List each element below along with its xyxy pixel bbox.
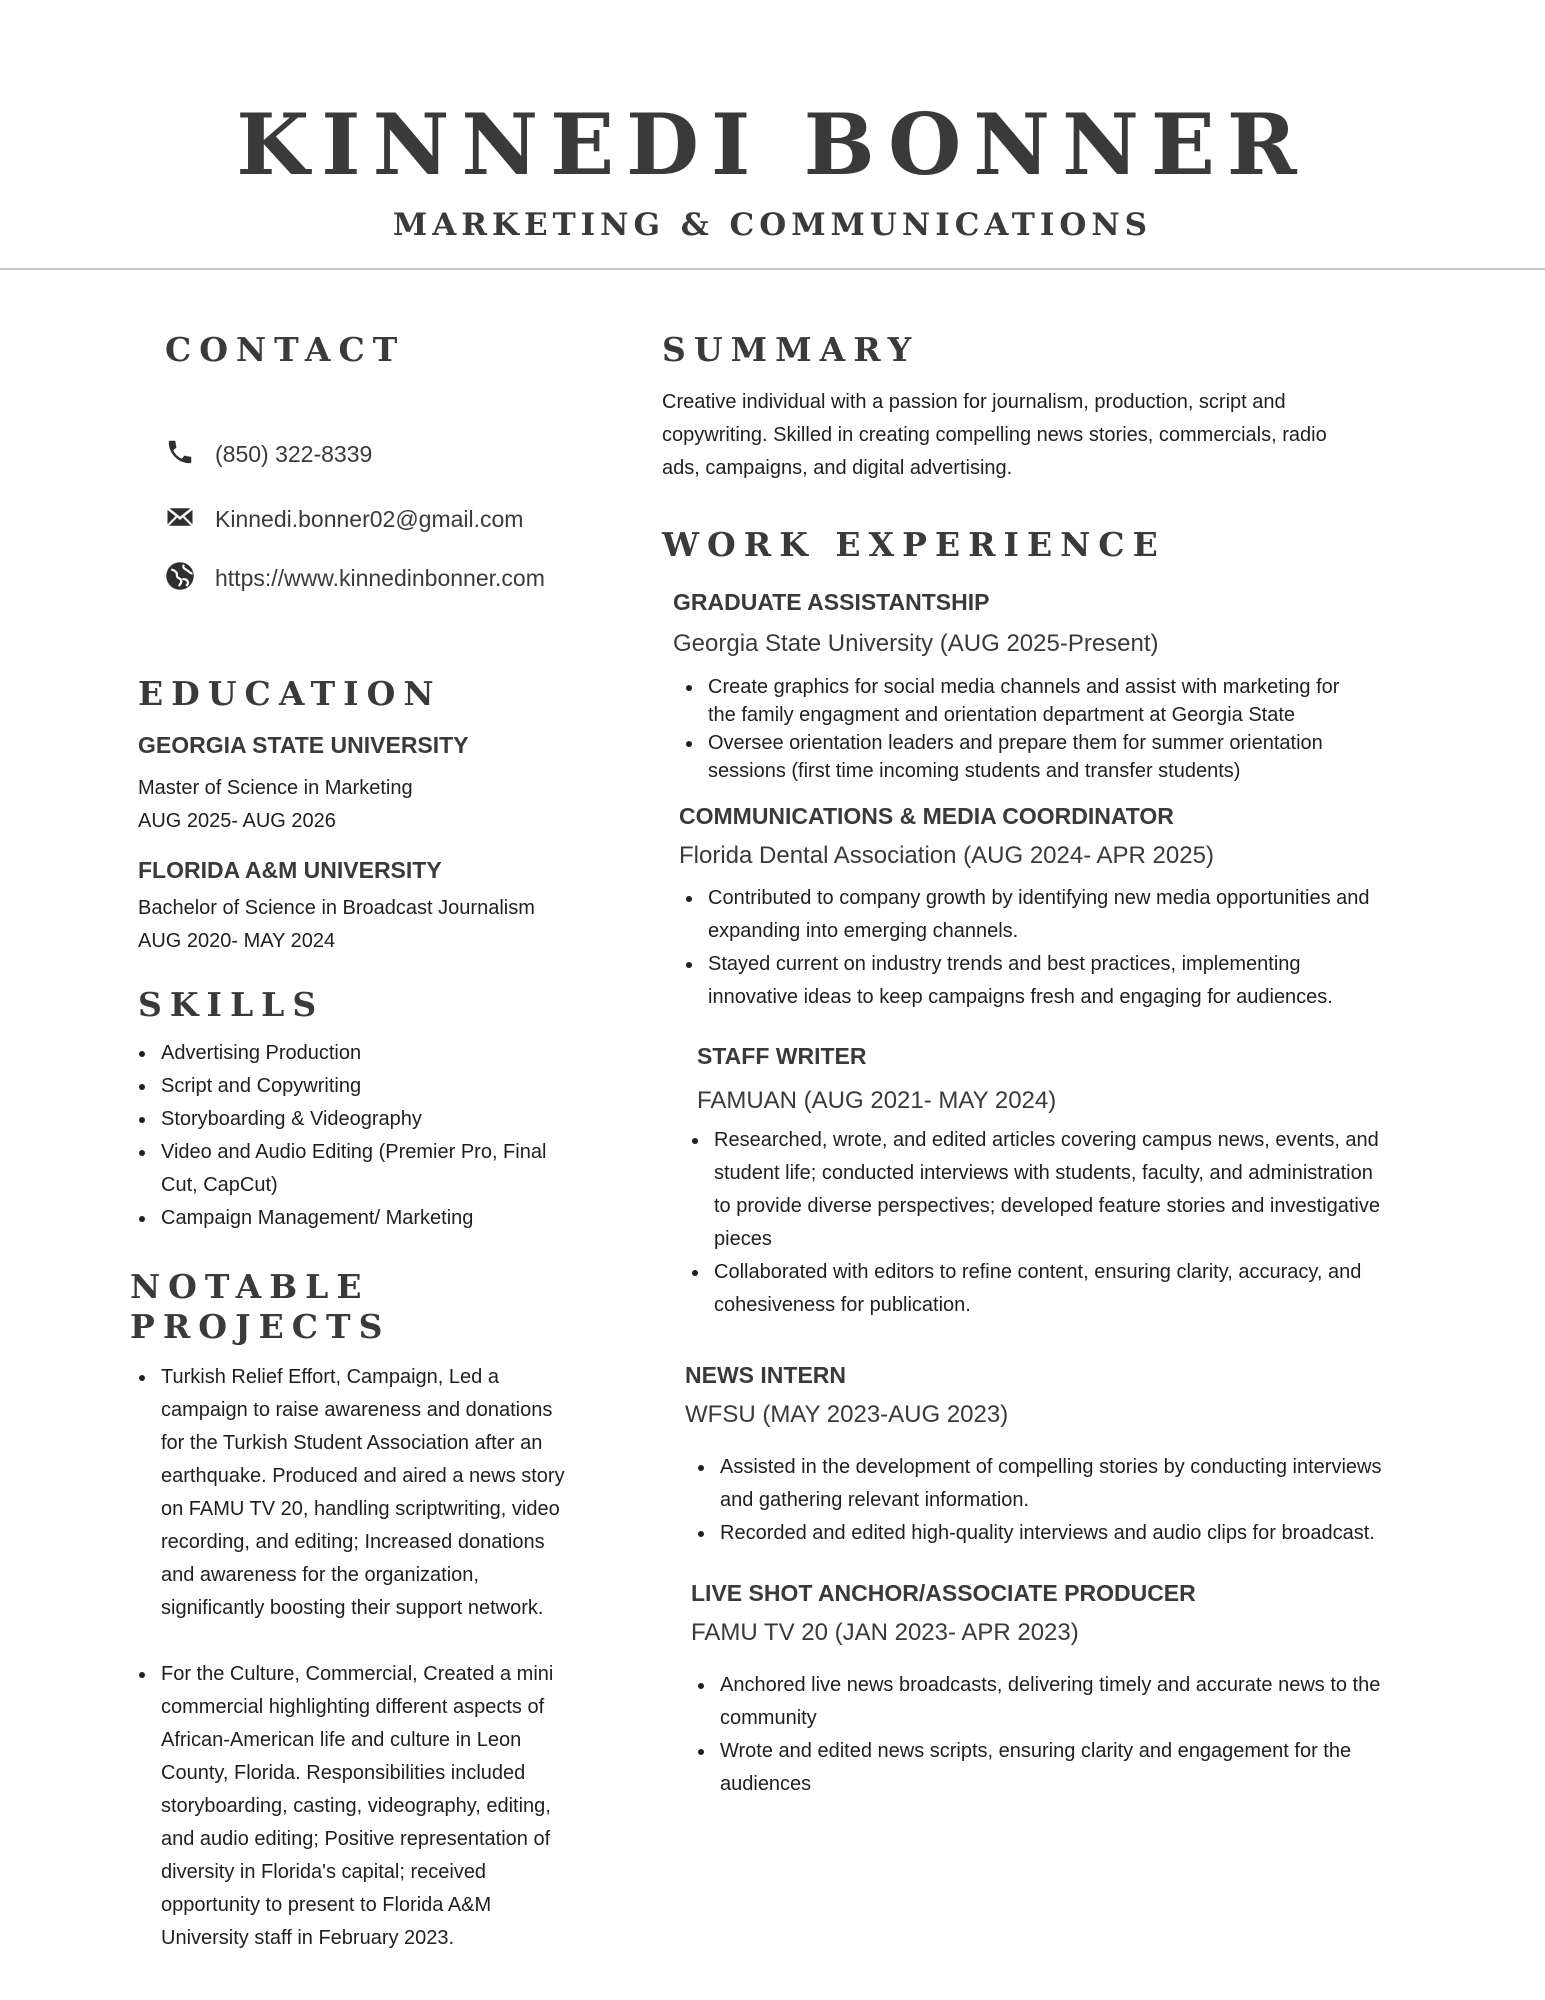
bullet-line: community bbox=[720, 1707, 817, 1729]
project-line: County, Florida. Responsibilities included bbox=[161, 1762, 526, 1784]
projects-heading-line1: NOTABLE bbox=[130, 1267, 370, 1306]
bullet-line: Stayed current on industry trends and best practices, implementing bbox=[708, 953, 1301, 975]
job-bullets bbox=[684, 673, 1390, 785]
project-line: commercial highlighting different aspects of bbox=[161, 1696, 545, 1718]
job-bullet bbox=[684, 729, 1390, 785]
website-url: https://www.kinnedinbonner.com bbox=[215, 565, 545, 591]
contact-email bbox=[165, 499, 524, 539]
project-line: University staff in February 2023. bbox=[161, 1927, 455, 1949]
summary-line: copywriting. Skilled in creating compelling news stories, commercials, radio bbox=[662, 424, 1327, 446]
skill-item bbox=[137, 1136, 597, 1202]
project-line: on FAMU TV 20, handling scriptwriting, video bbox=[161, 1498, 560, 1520]
project-line: significantly boosting their support network. bbox=[161, 1597, 544, 1619]
job-bullet bbox=[690, 1124, 1430, 1256]
project-line: opportunity to present to Florida A&M bbox=[161, 1894, 492, 1916]
bullet-line: innovative ideas to keep campaigns fresh and engaging for audiences. bbox=[708, 986, 1333, 1008]
job-org: FAMU TV 20 (JAN 2023- APR 2023) bbox=[691, 1619, 1079, 1646]
job-bullet bbox=[696, 1735, 1436, 1801]
skills-heading: SKILLS bbox=[138, 985, 325, 1024]
job-bullet bbox=[696, 1517, 1436, 1550]
resume-role: MARKETING & COMMUNICATIONS bbox=[392, 207, 1153, 243]
contact-heading: CONTACT bbox=[165, 330, 406, 369]
project-item bbox=[137, 1361, 607, 1625]
job-bullets bbox=[690, 1124, 1430, 1322]
summary-text bbox=[662, 386, 1402, 485]
project-line: for the Turkish Student Association after an bbox=[161, 1432, 543, 1454]
bullet-line: Recorded and edited high-quality interviews and audio clips for broadcast. bbox=[720, 1522, 1375, 1544]
bullet-line: pieces bbox=[714, 1228, 772, 1250]
projects-heading-line2: PROJECTS bbox=[130, 1307, 391, 1346]
bullet-line: Researched, wrote, and edited articles covering campus news, events, and bbox=[714, 1129, 1379, 1151]
bullet-line: and gathering relevant information. bbox=[720, 1489, 1030, 1511]
contact-website bbox=[165, 558, 545, 598]
project-line: For the Culture, Commercial, Created a mini bbox=[161, 1663, 554, 1685]
job-org: Georgia State University (AUG 2025-Present) bbox=[673, 630, 1159, 657]
school-dates: AUG 2020- MAY 2024 bbox=[138, 930, 336, 952]
job-org: FAMUAN (AUG 2021- MAY 2024) bbox=[697, 1087, 1057, 1114]
project-line: and audio editing; Positive representation of bbox=[161, 1828, 551, 1850]
project-line: diversity in Florida's capital; received bbox=[161, 1861, 487, 1883]
bullet-line: the family engagment and orientation department at Georgia State bbox=[708, 704, 1296, 726]
work-heading: WORK EXPERIENCE bbox=[662, 525, 1166, 564]
project-line: Turkish Relief Effort, Campaign, Led a bbox=[161, 1366, 499, 1388]
summary-heading: SUMMARY bbox=[662, 330, 920, 369]
bullet-line: expanding into emerging channels. bbox=[708, 920, 1019, 942]
job-title: STAFF WRITER bbox=[697, 1043, 867, 1069]
phone-icon bbox=[165, 437, 195, 472]
school-name: GEORGIA STATE UNIVERSITY bbox=[138, 732, 469, 758]
job-title: COMMUNICATIONS & MEDIA COORDINATOR bbox=[679, 803, 1174, 829]
job-org: WFSU (MAY 2023-AUG 2023) bbox=[685, 1401, 1009, 1428]
skills-list bbox=[137, 1037, 597, 1235]
school-degree: Master of Science in Marketing bbox=[138, 777, 413, 799]
job-bullets bbox=[696, 1669, 1436, 1801]
bullet-line: audiences bbox=[720, 1773, 812, 1795]
summary-line: Creative individual with a passion for journalism, production, script and bbox=[662, 391, 1286, 413]
school-name: FLORIDA A&M UNIVERSITY bbox=[138, 857, 442, 883]
job-bullet bbox=[684, 673, 1390, 729]
bullet-line: to provide diverse perspectives; developed feature stories and investigative bbox=[714, 1195, 1380, 1217]
project-line: campaign to raise awareness and donations bbox=[161, 1399, 553, 1421]
skill-line: Cut, CapCut) bbox=[161, 1174, 278, 1196]
bullet-line: Assisted in the development of compelling stories by conducting interviews bbox=[720, 1456, 1382, 1478]
projects-list bbox=[137, 1361, 607, 1955]
job-bullet bbox=[690, 1256, 1430, 1322]
job-bullets bbox=[684, 882, 1424, 1014]
skill-item: Campaign Management/ Marketing bbox=[137, 1202, 597, 1235]
job-bullets bbox=[696, 1451, 1436, 1550]
job-bullet bbox=[696, 1451, 1436, 1517]
school-dates: AUG 2025- AUG 2026 bbox=[138, 810, 336, 832]
header-divider bbox=[0, 268, 1545, 270]
job-bullet bbox=[696, 1669, 1436, 1735]
summary-line: ads, campaigns, and digital advertising. bbox=[662, 457, 1013, 479]
education-heading: EDUCATION bbox=[138, 674, 442, 713]
bullet-line: Wrote and edited news scripts, ensuring clarity and engagement for the bbox=[720, 1740, 1352, 1762]
phone-number: (850) 322-8339 bbox=[215, 441, 373, 467]
mail-icon bbox=[165, 502, 195, 537]
project-line: recording, and editing; Increased donations bbox=[161, 1531, 545, 1553]
contact-phone bbox=[165, 434, 373, 474]
bullet-line: Create graphics for social media channels and assist with marketing for bbox=[708, 676, 1340, 698]
job-title: NEWS INTERN bbox=[685, 1362, 846, 1388]
globe-icon bbox=[165, 561, 195, 596]
resume-name: KINNEDI BONNER bbox=[236, 95, 1309, 194]
project-line: earthquake. Produced and aired a news story bbox=[161, 1465, 565, 1487]
school-degree: Bachelor of Science in Broadcast Journalism bbox=[138, 897, 535, 919]
bullet-line: student life; conducted interviews with students, faculty, and administration bbox=[714, 1162, 1373, 1184]
project-line: and awareness for the organization, bbox=[161, 1564, 479, 1586]
skill-item: Advertising Production bbox=[137, 1037, 597, 1070]
project-item bbox=[137, 1658, 607, 1955]
job-org: Florida Dental Association (AUG 2024- APR 2025) bbox=[679, 842, 1214, 869]
bullet-line: Anchored live news broadcasts, delivering timely and accurate news to the bbox=[720, 1674, 1381, 1696]
job-bullet bbox=[684, 882, 1424, 948]
bullet-line: Oversee orientation leaders and prepare them for summer orientation bbox=[708, 732, 1323, 754]
project-line: storyboarding, casting, videography, editing, bbox=[161, 1795, 551, 1817]
job-bullet bbox=[684, 948, 1424, 1014]
job-title: LIVE SHOT ANCHOR/ASSOCIATE PRODUCER bbox=[691, 1580, 1196, 1606]
bullet-line: sessions (first time incoming students and transfer students) bbox=[708, 760, 1241, 782]
bullet-line: cohesiveness for publication. bbox=[714, 1294, 971, 1316]
project-line: African-American life and culture in Leon bbox=[161, 1729, 522, 1751]
email-address: Kinnedi.bonner02@gmail.com bbox=[215, 506, 524, 532]
bullet-line: Contributed to company growth by identifying new media opportunities and bbox=[708, 887, 1370, 909]
skill-line: Video and Audio Editing (Premier Pro, Final bbox=[161, 1141, 547, 1163]
bullet-line: Collaborated with editors to refine content, ensuring clarity, accuracy, and bbox=[714, 1261, 1362, 1283]
skill-item: Script and Copywriting bbox=[137, 1070, 597, 1103]
job-title: GRADUATE ASSISTANTSHIP bbox=[673, 589, 990, 615]
skill-item: Storyboarding & Videography bbox=[137, 1103, 597, 1136]
